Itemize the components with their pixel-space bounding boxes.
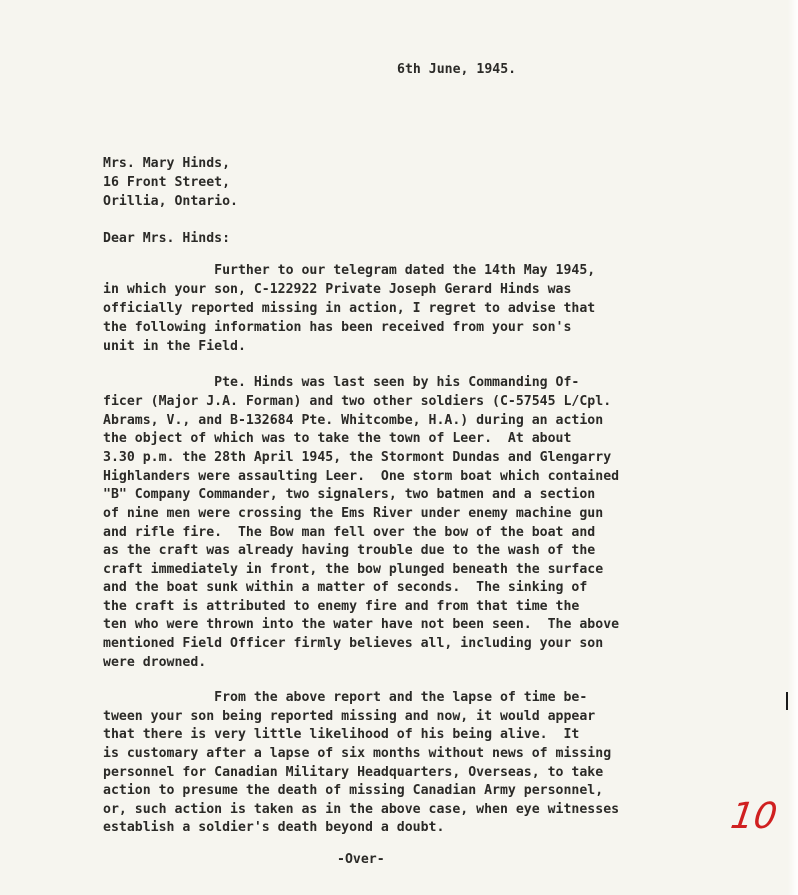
paragraph-2-line: and rifle fire. The Bow man fell over the bow of the boat and — [103, 525, 596, 540]
paragraph-2-line: Pte. Hinds was last seen by his Commanding Of- — [103, 375, 580, 390]
paragraph-3-line: that there is very little likelihood of his being alive. It — [103, 727, 580, 742]
paragraph-1-line: in which your son, C-122922 Private Joseph Gerard Hinds was — [103, 282, 572, 297]
paragraph-3-line: action to presume the death of missing Canadian Army personnel, — [103, 783, 604, 798]
paragraph-2-line: were drowned. — [103, 655, 207, 670]
scan-edge — [788, 0, 798, 895]
paragraph-1-line: officially reported missing in action, I regret to advise that — [103, 301, 596, 316]
paragraph-2-line: Highlanders were assaulting Leer. One storm boat which contained — [103, 469, 620, 484]
handwritten-page-number: 10 — [728, 796, 780, 837]
paragraph-2-line: as the craft was already having trouble due to the wash of the — [103, 543, 596, 558]
paragraph-2-line: craft immediately in front, the bow plunged beneath the surface — [103, 562, 604, 577]
paragraph-2-line: mentioned Field Officer firmly believes all, including your son — [103, 636, 604, 651]
paragraph-2-line: 3.30 p.m. the 28th April 1945, the Stormont Dundas and Glengarry — [103, 450, 612, 465]
address-line-street: 16 Front Street, — [103, 175, 231, 190]
over-footer: -Over- — [337, 852, 385, 867]
paragraph-3-line: is customary after a lapse of six months without news of missing — [103, 746, 612, 761]
paragraph-3-line: tween your son being reported missing and now, it would appear — [103, 709, 596, 724]
salutation: Dear Mrs. Hinds: — [103, 231, 231, 246]
paragraph-3-line: personnel for Canadian Military Headquarters, Overseas, to take — [103, 765, 604, 780]
paragraph-2-line: and the boat sunk within a matter of seconds. The sinking of — [103, 580, 588, 595]
paragraph-3-line: establish a soldier's death beyond a doubt. — [103, 820, 445, 835]
paragraph-1-line: Further to our telegram dated the 14th May 1945, — [103, 263, 596, 278]
address-line-name: Mrs. Mary Hinds, — [103, 156, 231, 171]
paragraph-2-line: Abrams, V., and B-132684 Pte. Whitcombe, H.A.) during an action — [103, 413, 604, 428]
paragraph-2-line: the craft is attributed to enemy fire and from that time the — [103, 599, 580, 614]
paragraph-2-line: "B" Company Commander, two signalers, two batmen and a section — [103, 487, 596, 502]
paragraph-1-line: unit in the Field. — [103, 339, 246, 354]
address-line-city: Orillia, Ontario. — [103, 194, 238, 209]
letter-date: 6th June, 1945. — [397, 62, 517, 77]
paragraph-2-line: ten who were thrown into the water have not been seen. The above — [103, 617, 620, 632]
paragraph-3-line: or, such action is taken as in the above case, when eye witnesses — [103, 802, 620, 817]
paragraph-2-line: of nine men were crossing the Ems River under enemy machine gun — [103, 506, 604, 521]
paragraph-2-line: the object of which was to take the town of Leer. At about — [103, 431, 572, 446]
paragraph-1-line: the following information has been received from your son's — [103, 320, 572, 335]
paragraph-2-line: ficer (Major J.A. Forman) and two other soldiers (C-57545 L/Cpl. — [103, 394, 612, 409]
paragraph-3-line: From the above report and the lapse of time be- — [103, 690, 588, 705]
